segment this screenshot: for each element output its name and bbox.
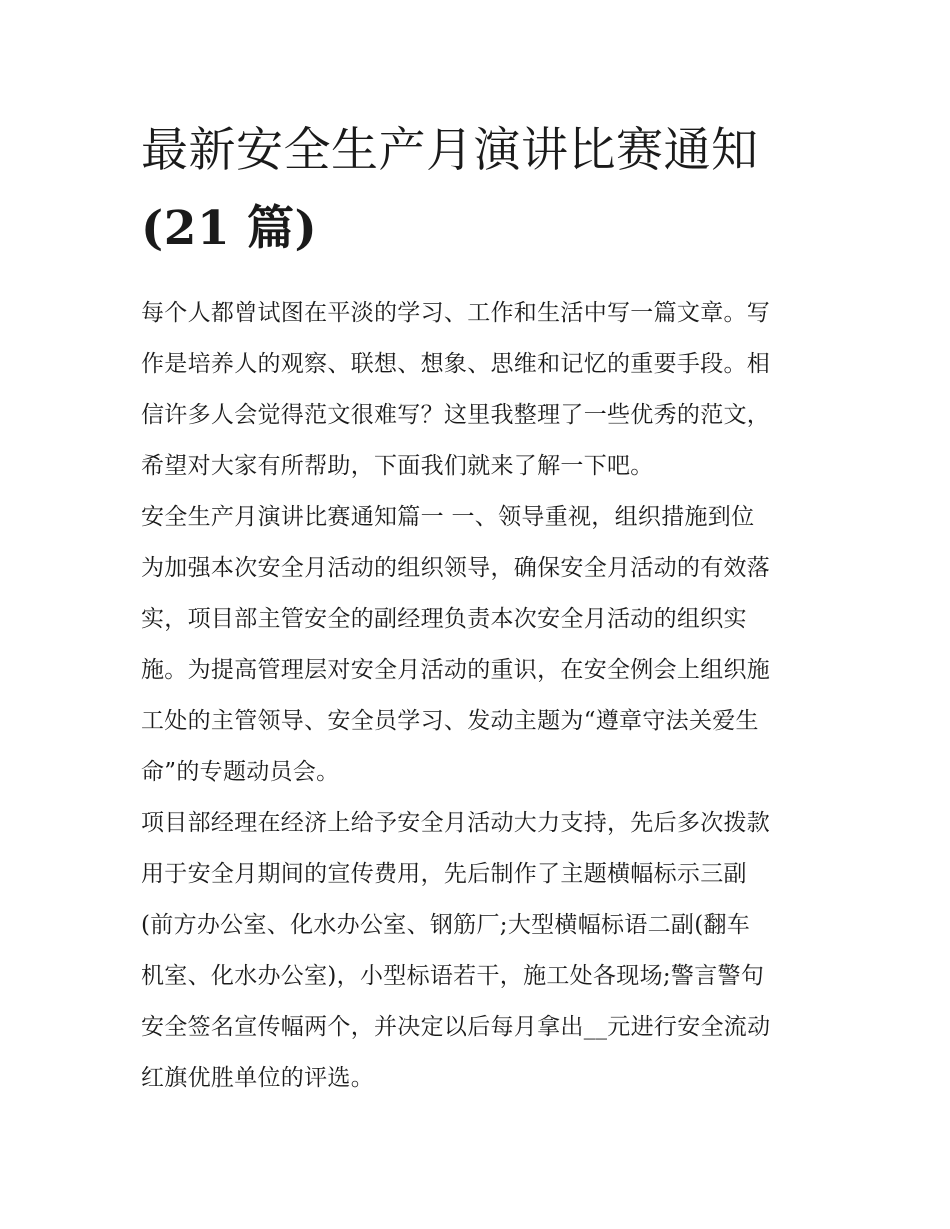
text-line: (前方办公室、化水办公室、钢筋厂;大型横幅标语二副(翻车 bbox=[141, 912, 751, 938]
text-line: 作是培养人的观察、联想、想象、思维和记忆的重要手段。相 bbox=[141, 351, 771, 377]
text-line: 希望对大家有所帮助，下面我们就来了解一下吧。 bbox=[141, 453, 654, 479]
text-line: 用于安全月期间的宣传费用，先后制作了主题横幅标示三副 bbox=[141, 861, 747, 887]
title-line-1: 最新安全生产月演讲比赛通知 bbox=[141, 123, 759, 178]
text-line: 安全签名宣传幅两个，并决定以后每月拿出__元进行安全流动 bbox=[141, 1014, 771, 1040]
text-line: 每个人都曾试图在平淡的学习、工作和生活中写一篇文章。写 bbox=[141, 300, 771, 326]
text-line: 安全生产月演讲比赛通知篇一 一、领导重视，组织措施到位 bbox=[141, 504, 755, 530]
text-line: 命”的专题动员会。 bbox=[141, 759, 340, 785]
text-line: 为加强本次安全月活动的组织领导，确保安全月活动的有效落 bbox=[141, 555, 771, 581]
text-line: 机室、化水办公室)，小型标语若干，施工处各现场;警言警句 bbox=[141, 963, 765, 989]
text-line: 工处的主管领导、安全员学习、发动主题为“遵章守法关爱生 bbox=[141, 708, 759, 734]
document-title bbox=[141, 112, 816, 268]
document-content bbox=[141, 112, 816, 1104]
title-line-2: (21 篇) bbox=[141, 201, 318, 256]
document-body bbox=[141, 288, 816, 1104]
text-line: 实，项目部主管安全的副经理负责本次安全月活动的组织实 bbox=[141, 606, 747, 632]
paragraph-funding bbox=[141, 798, 816, 1104]
text-line: 项目部经理在经济上给予安全月活动大力支持，先后多次拨款 bbox=[141, 810, 771, 836]
paragraph-section-one bbox=[141, 492, 816, 798]
text-line: 信许多人会觉得范文很难写？这里我整理了一些优秀的范文， bbox=[141, 402, 771, 428]
paragraph-intro bbox=[141, 288, 816, 492]
text-line: 红旗优胜单位的评选。 bbox=[141, 1065, 374, 1091]
text-line: 施。为提高管理层对安全月活动的重识，在安全例会上组织施 bbox=[141, 657, 771, 683]
